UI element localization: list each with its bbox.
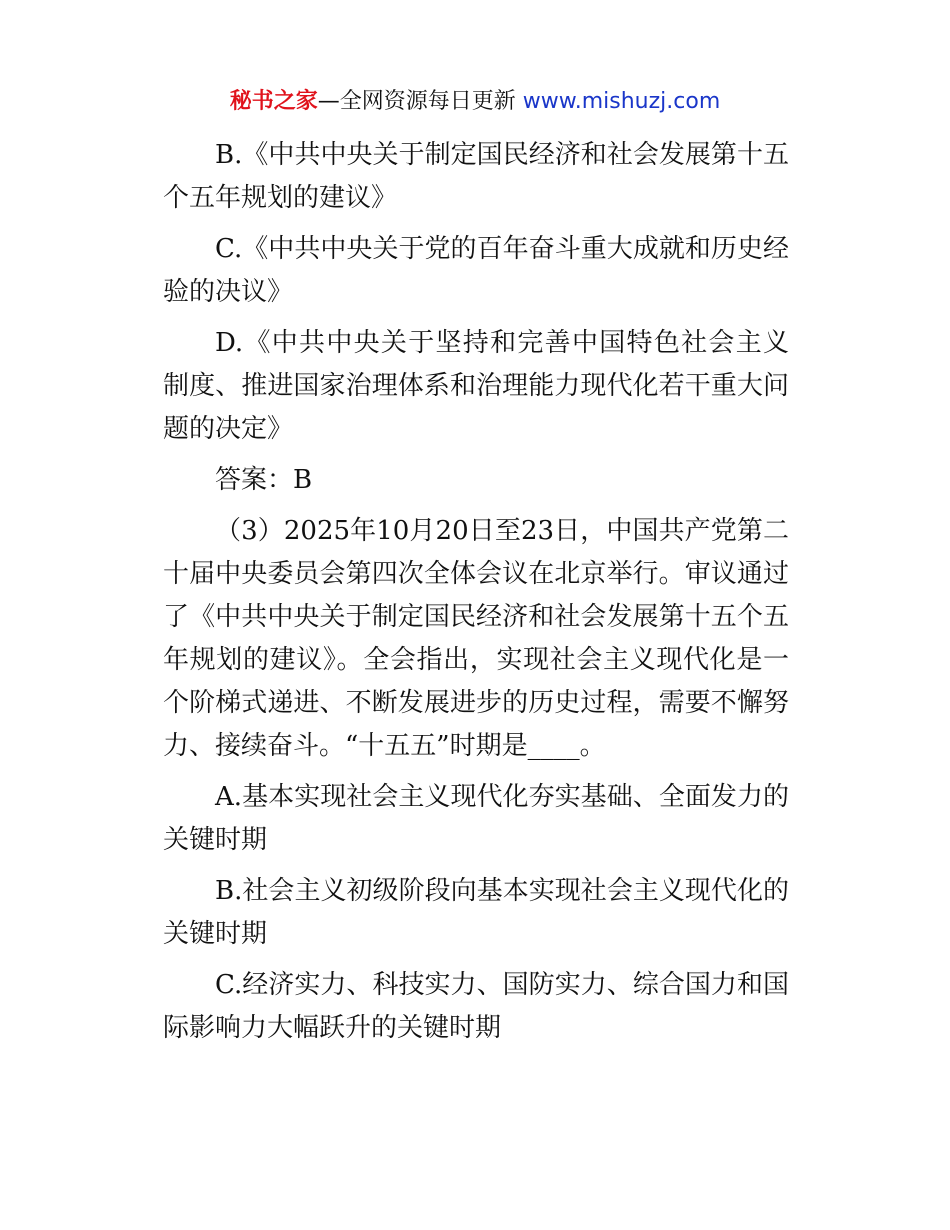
site-url-link[interactable]: www.mishuzj.com	[522, 89, 721, 114]
option-c-second: C.经济实力、科技实力、国防实力、综合国力和国际影响力大幅跃升的关键时期	[163, 970, 789, 1043]
option-b-second: B.社会主义初级阶段向基本实现社会主义现代化的关键时期	[163, 876, 789, 949]
header-tagline: —全网资源每日更新	[317, 89, 523, 114]
option-d-first: D.《中共中央关于坚持和完善中国特色社会主义制度、推进国家治理体系和治理能力现代化若干重大问题的决定》	[163, 328, 789, 444]
site-header	[0, 86, 950, 118]
question-3: （3）2025年10月20日至23日，中国共产党第二十届中央委员会第四次全体会议在北京举行。审议通过了《中共中央关于制定国民经济和社会发展第十五个五年规划的建议》。全会指出，实现社会主义现代化是一个阶梯式递进、不断发展进步的历史过程，需要不懈努力、接续奋斗。“十五五”时期是____。	[163, 516, 789, 761]
answer-line: 答案：B	[215, 465, 313, 495]
brand-name: 秘书之家	[229, 89, 318, 114]
document-body	[163, 134, 789, 1058]
option-b-first: B.《中共中央关于制定国民经济和社会发展第十五个五年规划的建议》	[163, 140, 789, 213]
option-a-second: A.基本实现社会主义现代化夯实基础、全面发力的关键时期	[163, 782, 789, 855]
option-c-first: C.《中共中央关于党的百年奋斗重大成就和历史经验的决议》	[163, 234, 789, 307]
